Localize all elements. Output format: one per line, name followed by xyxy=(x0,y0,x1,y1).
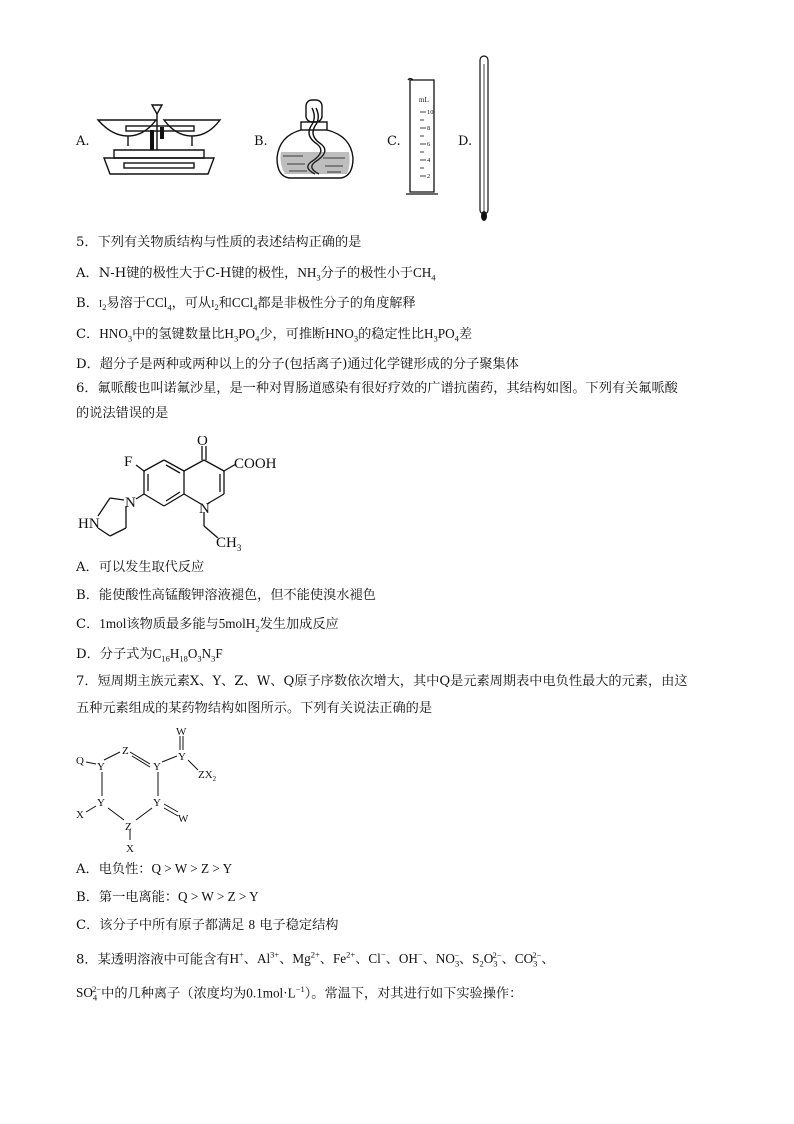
q7-c-text2: 8 xyxy=(248,917,256,932)
ring-z1: Z xyxy=(122,745,129,757)
q5-c-text5: 差 xyxy=(458,327,473,342)
q7-c-text1: C．该分子中所有原子都满足 xyxy=(76,918,245,933)
struct-f: F xyxy=(124,454,133,470)
ring-zx2: $ZX_2$ xyxy=(198,769,217,783)
ring-w2: W xyxy=(178,813,189,825)
struct-o: O xyxy=(197,436,208,449)
struct-n-piperazine: N xyxy=(125,495,136,511)
q6-d-text1: D．分子式为 xyxy=(76,647,153,662)
q7-option-a xyxy=(76,860,232,879)
balance-image xyxy=(96,100,222,178)
q7-option-c xyxy=(76,916,338,935)
q5-b-text4: 和 xyxy=(218,296,232,311)
q5-c-text1: C． xyxy=(76,327,100,342)
ring-y3: Y xyxy=(178,751,186,763)
q6-c-text3: 该物质最多能与 xyxy=(126,617,219,632)
struct-n-ring: N xyxy=(199,501,210,517)
graduated-cylinder-image xyxy=(406,76,440,198)
q5-b-text3: ，可从 xyxy=(171,296,212,311)
q5-a-text2: 分子的极性小于 xyxy=(320,266,413,281)
q7-stem-line1: 7．短周期主族元素X、Y、Z、W、Q原子序数依次增大，其中Q是元素周期表中电负性最大的元素，由这 xyxy=(76,674,688,689)
q7-a-text2: Q > W > Z > Y xyxy=(151,861,233,876)
ring-y5: Y xyxy=(153,797,161,809)
q7-c-text3: 电子稳定结构 xyxy=(259,918,339,933)
ring-y2: Y xyxy=(153,761,161,773)
option-d-label: D. xyxy=(458,134,473,149)
ring-w1: W xyxy=(176,726,187,738)
cylinder-tick-2: 2 xyxy=(427,173,431,180)
drug-ring-structure xyxy=(72,726,232,858)
cylinder-unit-label: mL xyxy=(419,96,429,104)
q6-c-text2: 1mol xyxy=(99,616,127,631)
ring-y4: Y xyxy=(97,797,105,809)
thermometer-image xyxy=(477,54,491,224)
q6-stem-line1: 6．氟哌酸也叫诺氟沙星，是一种对胃肠道感染有很好疗效的广谱抗菌药，其结构如图。下列有关氟哌酸 xyxy=(76,381,678,396)
q8-conc: 0.1mol·L xyxy=(246,985,296,1001)
q6-option-d: D．分子式为$C_{16}H_{18}O_3N_3F$ xyxy=(76,646,223,664)
alcohol-lamp-image xyxy=(273,96,357,182)
ring-z2: Z xyxy=(125,821,132,833)
struct-cooh: COOH xyxy=(234,456,277,472)
option-a-label: A. xyxy=(76,134,90,149)
q8-text3: ）。常温下，对其进行如下实验操作： xyxy=(304,986,523,1002)
cylinder-tick-4: 4 xyxy=(427,157,431,164)
q7-b-text2: Q > W > Z > Y xyxy=(178,889,259,904)
q5-option-c: C．$HNO_3$中的氢键数量比$H_3PO_4$少，可推断$HNO_3$的稳定性比$H_3PO_4$差 xyxy=(76,326,473,344)
cylinder-tick-8: 8 xyxy=(427,125,431,132)
q8-stem-line1: 8．某透明溶液中可能含有H+、$Al^{3+}$、$Mg^{2+}$、$Fe^{2+}$、Cl−、OH−、$NO_3^-$、$S_2O_3^{2-}$、$CO_3^{2-}$、 xyxy=(76,950,555,970)
q6-c-text5: 发生加成反应 xyxy=(259,617,339,632)
cylinder-tick-10: 10 xyxy=(427,109,434,116)
q7-b-text1: B．第一电离能： xyxy=(76,890,179,905)
q6-option-b: B．能使酸性高锰酸钾溶液褪色，但不能使溴水褪色 xyxy=(76,588,376,603)
q7-option-b xyxy=(76,888,259,907)
norfloxacin-structure xyxy=(76,436,286,552)
q7-stem-line2: 五种元素组成的某药物结构如图所示。下列有关说法正确的是 xyxy=(76,701,433,716)
struct-ch3: $CH_3$ xyxy=(216,535,242,552)
q7-a-text1: A．电负性： xyxy=(76,862,152,877)
q5-c-text4: 的稳定性比 xyxy=(358,327,425,342)
option-c-label: C. xyxy=(387,134,401,149)
ring-x2: X xyxy=(126,843,134,855)
q5-b-text5: 都是非极性分子的角度解释 xyxy=(257,296,416,311)
option-b-label: B. xyxy=(254,134,268,149)
q5-option-a: A．N-H键的极性大于C-H键的极性，$NH_3$分子的极性小于$CH_4$ xyxy=(76,265,436,283)
q8-text1: 8．某透明溶液中可能含有 xyxy=(76,952,230,968)
q5-c-text3: 少，可推断 xyxy=(259,327,326,342)
q6-option-a: A．可以发生取代反应 xyxy=(76,560,205,575)
ring-x1: X xyxy=(76,809,84,821)
struct-nh: HN xyxy=(78,516,100,532)
q5-c-text2: 中的氢键数量比 xyxy=(132,327,225,342)
q8-stem-line2: $SO_4^{2-}$中的几种离子（浓度均为$0.1mol\cdot L^{-1}$）。常温下，对其进行如下实验操作： xyxy=(76,984,523,1004)
cylinder-tick-6: 6 xyxy=(427,141,431,148)
q5-option-b: B．$I_2$易溶于CCl$_4$，可从$I_2$和CCl$_4$都是非极性分子的角度解释 xyxy=(76,295,416,313)
q6-c-text4: 5molH xyxy=(218,616,256,631)
ring-y1: Y xyxy=(97,761,105,773)
q5-b-text2: 易溶于 xyxy=(106,296,147,311)
q5-b-text1: B． xyxy=(76,296,99,311)
q5-a-text1: A．N-H键的极性大于C-H键的极性， xyxy=(76,266,298,281)
q5-option-d: D．超分子是两种或两种以上的分子(包括离子)通过化学键形成的分子聚集体 xyxy=(76,357,519,372)
q6-stem-line2: 的说法错误的是 xyxy=(76,406,169,421)
q5-stem: 5．下列有关物质结构与性质的表述结构正确的是 xyxy=(76,235,362,250)
ring-q: Q xyxy=(76,755,84,767)
q6-option-c: C．1mol该物质最多能与5molH$_2$发生加成反应 xyxy=(76,616,339,634)
q6-c-text1: C． xyxy=(76,617,100,632)
q8-text2: 中的几种离子（浓度均为 xyxy=(101,986,247,1002)
